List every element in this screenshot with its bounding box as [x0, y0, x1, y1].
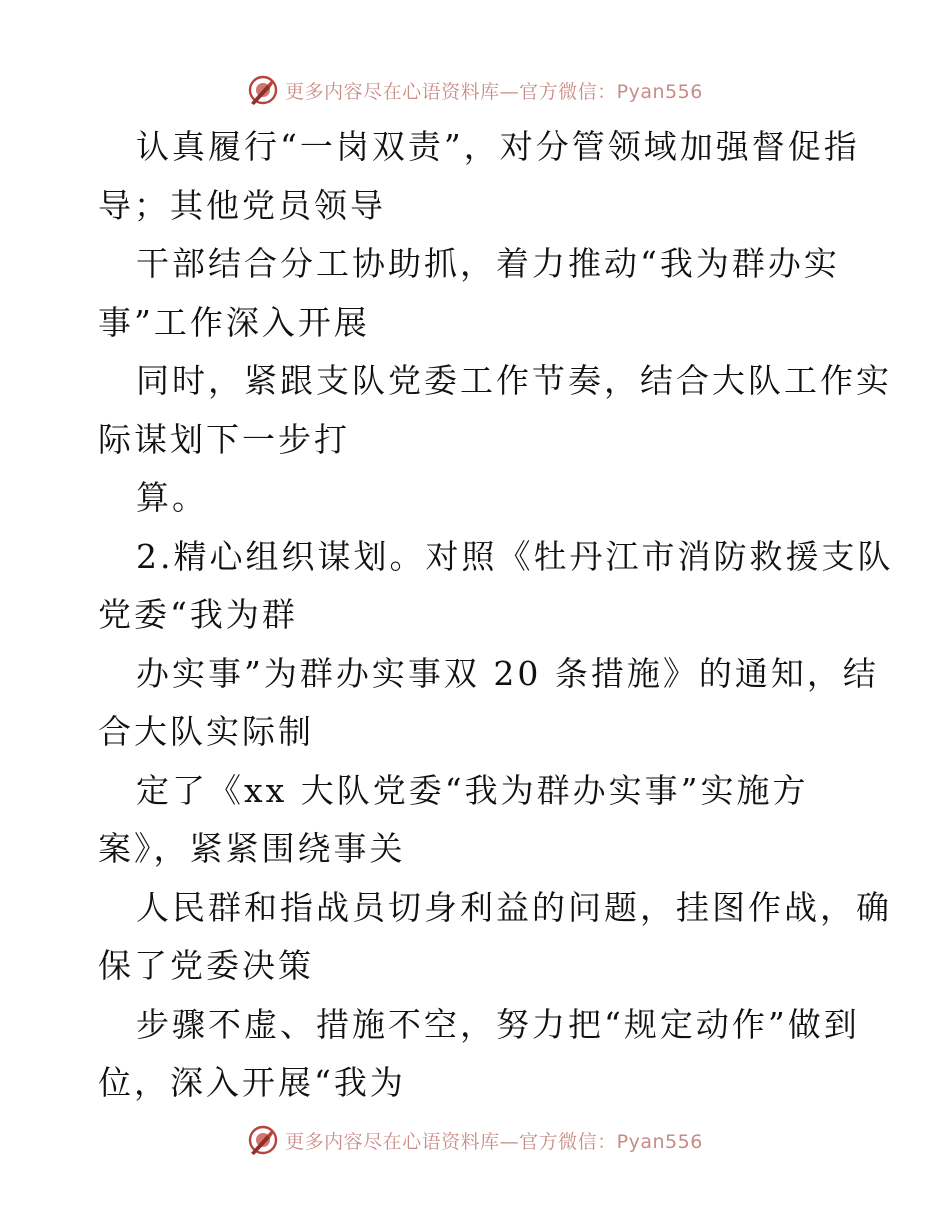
body-text-line: 干部结合分工协助抓，着力推动“我为群办实: [136, 244, 840, 283]
watermark-text: 更多内容尽在心语资料库—官方微信：Pyan556: [285, 1130, 703, 1153]
footer-watermark: [0, 1120, 950, 1160]
body-text-line: 2.精心组织谋划。对照《牡丹江市消防救援支队: [136, 536, 894, 576]
body-text-line: 案》，紧紧围绕事关: [98, 829, 406, 868]
body-text-line: 定了《xx 大队党委“我为群办实事”实施方: [136, 770, 809, 810]
body-text-line: 算。: [136, 478, 208, 517]
body-text-line: 保了党委决策: [98, 946, 314, 985]
body-text-line: 合大队实际制: [98, 712, 314, 751]
body-text-line: 步骤不虚、措施不空，努力把“规定动作”做到: [136, 1004, 860, 1044]
pen-circle-logo-icon: [247, 74, 279, 106]
body-text-line: 党委“我为群: [98, 595, 298, 634]
body-text-line: 际谋划下一步打: [98, 419, 350, 459]
document-body: [98, 118, 894, 1113]
body-text-line: 事”工作深入开展: [98, 302, 370, 342]
watermark-text: 更多内容尽在心语资料库—官方微信：Pyan556: [285, 80, 703, 103]
body-text-line: 位，深入开展“我为: [98, 1063, 406, 1102]
pen-circle-logo-icon: [247, 1124, 279, 1156]
body-text-line: 人民群和指战员切身利益的问题，挂图作战，确: [136, 887, 892, 927]
body-text-line: 导；其他党员领导: [98, 185, 386, 225]
header-watermark: [0, 70, 950, 110]
body-text-line: 认真履行“一岗双责”，对分管领域加强督促指: [136, 127, 860, 166]
body-text-line: 办实事”为群办实事双 20 条措施》的通知，结: [136, 653, 879, 693]
body-text-line: 同时，紧跟支队党委工作节奏，结合大队工作实: [136, 361, 892, 400]
